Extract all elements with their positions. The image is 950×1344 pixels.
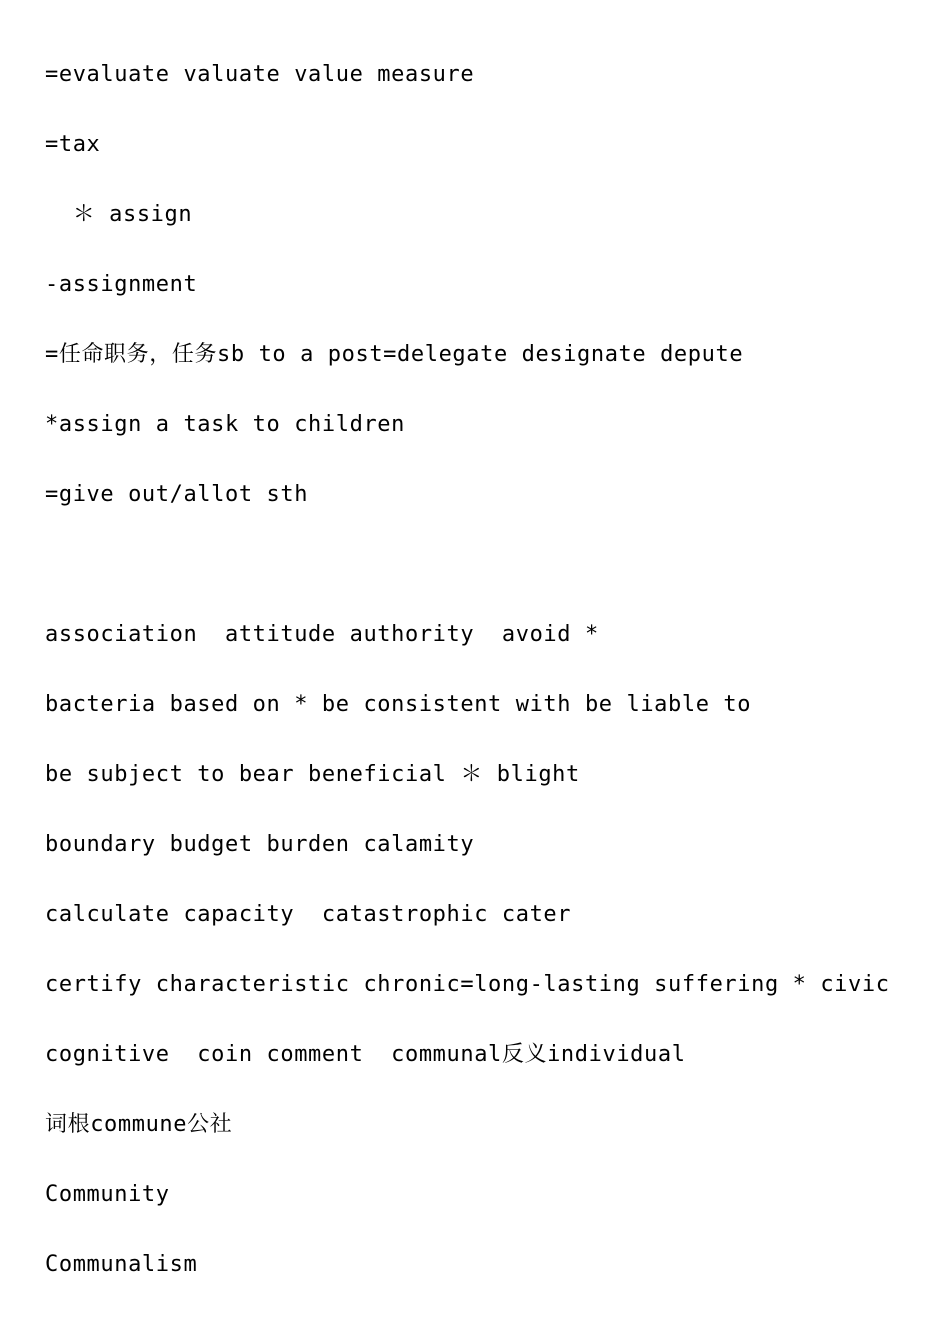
document-page [45, 54, 925, 1314]
text-line: =任命职务，任务sb to a post=delegate designate depute [45, 342, 744, 367]
text-line: =give out/allot sth [45, 482, 309, 507]
text-line: bacteria based on * be consistent with be liable to [45, 692, 752, 717]
text-line: certify characteristic chronic=long-lasting suffering * civic [45, 972, 890, 997]
text-line: =evaluate valuate value measure [45, 62, 475, 87]
blank-line [45, 544, 925, 614]
text-line: Communalism [45, 1252, 198, 1277]
text-line: ＊ assign [45, 202, 193, 227]
text-line: calculate capacity catastrophic cater [45, 902, 572, 927]
text-line: boundary budget burden calamity [45, 832, 475, 857]
text-line: cognitive coin comment communal反义individual [45, 1042, 686, 1067]
text-line: association attitude authority avoid * [45, 622, 599, 647]
text-line: =tax [45, 132, 101, 157]
text-line: be subject to bear beneficial ＊ blight [45, 762, 580, 787]
text-line: *assign a task to children [45, 412, 405, 437]
text-line: Community [45, 1182, 170, 1207]
text-line: 词根commune公社 [45, 1112, 233, 1137]
text-line: -assignment [45, 272, 198, 297]
